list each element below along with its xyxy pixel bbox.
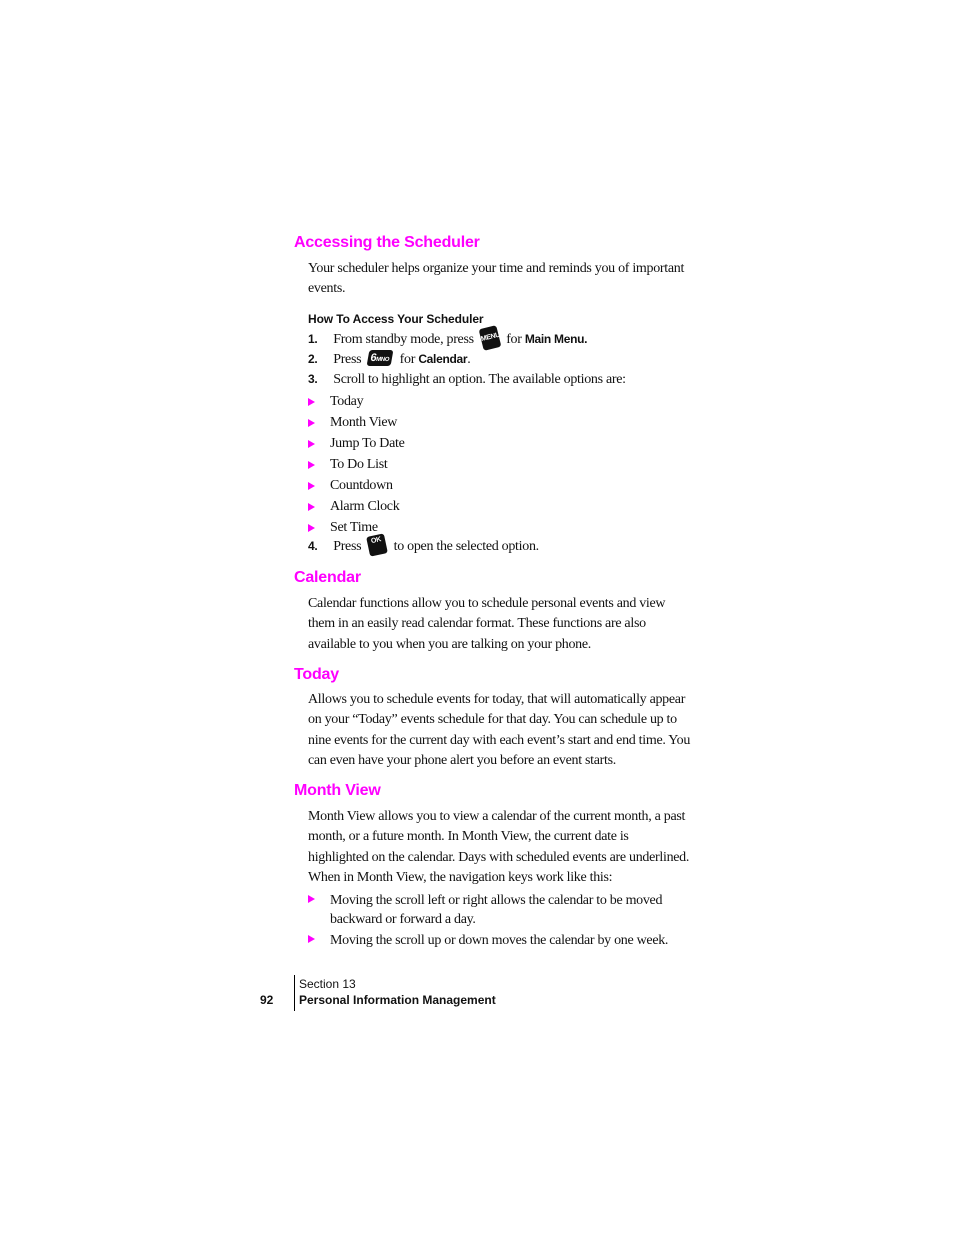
option-label: Set Time <box>330 520 378 535</box>
step-2 <box>308 352 470 368</box>
heading-today: Today <box>294 666 339 683</box>
heading-month-view: Month View <box>294 782 381 799</box>
step-1 <box>308 331 587 349</box>
today-body: Allows you to schedule events for today, that will automatically appear on your “Today” events schedule for that day. You can schedule up to nine events for the current day with each event’s start and end time. You can even have your phone alert you before an event starts. <box>308 692 691 769</box>
step-number: 4. <box>308 539 318 554</box>
option-label: Countdown <box>330 478 393 493</box>
step-3 <box>308 372 626 388</box>
step-text: . <box>467 352 471 367</box>
step-text: From standby mode, press <box>333 332 474 348</box>
bullet-arrow-icon <box>308 895 315 903</box>
bullet-arrow-icon <box>308 524 315 532</box>
step-text: for <box>399 352 416 367</box>
option-label: To Do List <box>330 457 388 472</box>
bullet-arrow-icon <box>308 398 315 406</box>
option-item <box>308 499 399 515</box>
ok-key-icon: OK <box>367 533 389 556</box>
option-item <box>308 415 397 431</box>
option-label: Month View <box>330 415 398 430</box>
step-4 <box>308 536 539 555</box>
bullet-arrow-icon <box>308 419 315 427</box>
subheading-how-to-access: How To Access Your Scheduler <box>308 312 484 326</box>
navigation-bullet <box>308 891 678 929</box>
bullet-arrow-icon <box>308 440 315 448</box>
option-item <box>308 520 378 536</box>
option-item <box>308 457 387 473</box>
page-number: 92 <box>260 993 274 1007</box>
step-text: Scroll to highlight an option. The available options are: <box>333 372 626 387</box>
navigation-bullet <box>308 931 678 950</box>
menu-name-main-menu: Main Menu. <box>524 332 588 347</box>
six-key-icon <box>367 350 394 366</box>
step-text: Press <box>333 539 362 555</box>
step-text: Press <box>333 352 362 367</box>
key-letters: MNO <box>375 356 391 363</box>
accessing-intro: Your scheduler helps organize your time and reminds you of important events. <box>308 261 685 297</box>
bullet-arrow-icon <box>308 461 315 469</box>
key-digit: 6 <box>369 351 378 364</box>
month-view-body: Month View allows you to view a calendar of the current month, a past month, or a future month. In Month View, the current date is highlighted on the calendar. Days with scheduled events are underlined. When in Month View, the navigation keys work like this: <box>308 809 690 886</box>
bullet-text: Moving the scroll left or right allows the calendar to be moved backward or forward a day. <box>330 893 663 927</box>
menu-key-icon: MENU <box>479 325 502 351</box>
option-item <box>308 394 363 410</box>
calendar-body: Calendar functions allow you to schedule personal events and view them in an easily read calendar format. These functions are also available to you when you are talking on your phone. <box>308 596 666 652</box>
heading-calendar: Calendar <box>294 569 361 586</box>
option-label: Today <box>330 394 364 409</box>
footer-chapter-title: Personal Information Management <box>299 993 496 1007</box>
bullet-arrow-icon <box>308 482 315 490</box>
step-text: for <box>506 332 522 348</box>
bullet-text: Moving the scroll up or down moves the calendar by one week. <box>330 933 669 948</box>
bullet-arrow-icon <box>308 503 315 511</box>
step-number: 2. <box>308 352 318 366</box>
step-number: 3. <box>308 372 318 386</box>
bullet-arrow-icon <box>308 935 315 943</box>
option-label: Alarm Clock <box>330 499 400 514</box>
heading-accessing-scheduler: Accessing the Scheduler <box>294 234 480 251</box>
step-number: 1. <box>308 332 318 347</box>
option-item <box>308 436 405 452</box>
menu-name-calendar: Calendar <box>418 352 468 366</box>
option-item <box>308 478 393 494</box>
footer-divider <box>294 975 295 1011</box>
option-label: Jump To Date <box>330 436 405 451</box>
footer-section-label: Section 13 <box>299 977 356 991</box>
step-text: to open the selected option. <box>393 539 539 555</box>
